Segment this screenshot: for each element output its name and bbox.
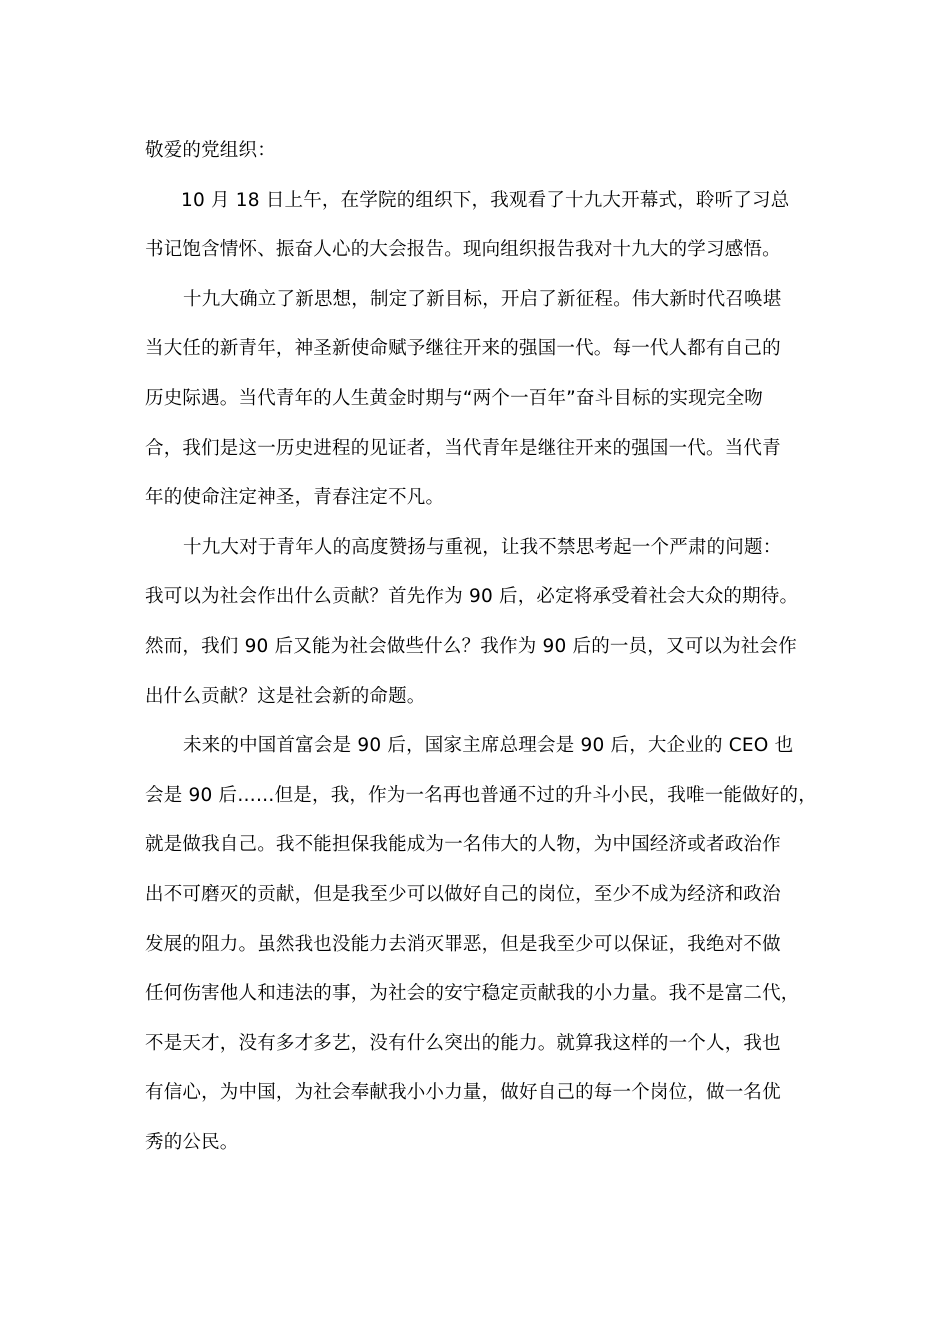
paragraph-4 [145,721,817,1167]
paragraph-line: 十九大对于青年人的高度赞扬与重视，让我不禁思考起一个严肃的问题： [183,536,782,558]
paragraph-line: 不是天才，没有多才多艺，没有什么突出的能力。就算我这样的一个人，我也 [145,1032,781,1054]
paragraph-line: 当大任的新青年，神圣新使命赋予继往开来的强国一代。每一代人都有自己的 [145,338,781,360]
paragraph-line: 有信心，为中国，为社会奉献我小小力量，做好自己的每一个岗位，做一名优 [145,1082,781,1104]
paragraph-line: 任何伤害他人和违法的事，为社会的安宁稳定贡献我的小力量。我不是富二代， [145,983,800,1005]
paragraph-line: 秀的公民。 [145,1131,239,1153]
paragraph-line: 书记饱含情怀、振奋人心的大会报告。现向组织报告我对十九大的学习感悟。 [145,239,781,261]
letter-body [145,126,817,1167]
paragraph-line: 会是 90 后……但是，我，作为一名再也普通不过的升斗小民，我唯一能做好的， [145,784,817,806]
paragraph-line: 未来的中国首富会是 90 后，国家主席总理会是 90 后，大企业的 CEO 也 [183,735,794,757]
paragraph-line: 十九大确立了新思想，制定了新目标，开启了新征程。伟大新时代召唤堪 [183,288,782,310]
paragraph-3 [145,523,810,721]
paragraph-line: 年的使命注定神圣，青春注定不凡。 [145,487,445,509]
paragraph-line: 我可以为社会作出什么贡献？首先作为 90 后，必定将承受着社会大众的期待。 [145,586,799,608]
paragraph-line: 出什么贡献？这是社会新的命题。 [145,685,426,707]
paragraph-line: 10 月 18 日上午，在学院的组织下，我观看了十九大开幕式，聆听了习总 [181,189,790,211]
paragraph-line: 然而，我们 90 后又能为社会做些什么？我作为 90 后的一员，又可以为社会作 [145,635,797,657]
salutation: 敬爱的党组织： [145,140,276,161]
paragraph-line: 历史际遇。当代青年的人生黄金时期与“两个一百年”奋斗目标的实现完全吻 [145,387,763,409]
paragraph-line: 合，我们是这一历史进程的见证者，当代青年是继往开来的强国一代。当代青 [145,437,781,459]
paragraph-line: 发展的阻力。虽然我也没能力去消灭罪恶，但是我至少可以保证，我绝对不做 [145,933,781,955]
paragraph-1 [145,176,810,275]
paragraph-line: 就是做我自己。我不能担保我能成为一名伟大的人物，为中国经济或者政治作 [145,834,781,856]
paragraph-2 [145,275,810,523]
paragraph-line: 出不可磨灭的贡献，但是我至少可以做好自己的岗位，至少不成为经济和政治 [145,883,781,905]
